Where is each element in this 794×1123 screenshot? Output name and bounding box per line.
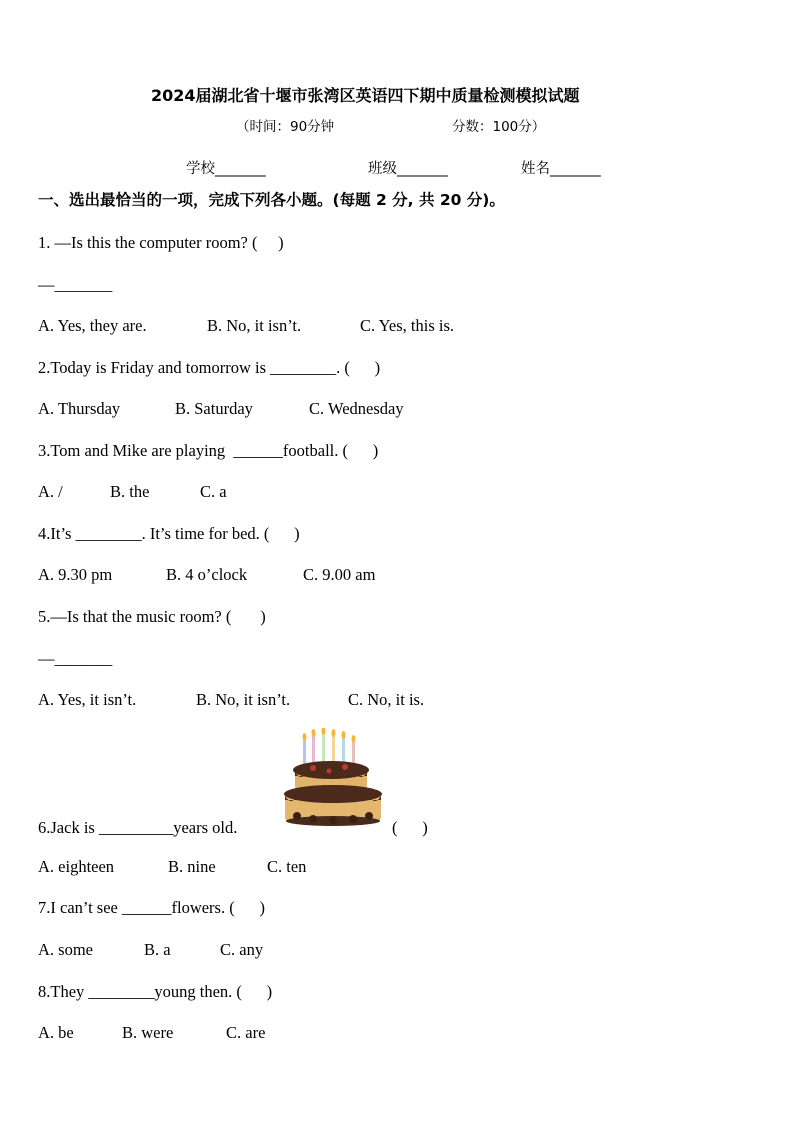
q4-option-a: A. 9.30 pm xyxy=(38,565,113,584)
q1-option-b: B. No, it isn’t. xyxy=(207,316,302,335)
question-6-paren: ( ) xyxy=(392,818,428,837)
question-8: 8.They ________young then. ( ) xyxy=(38,982,273,1001)
q4-option-c: C. 9.00 am xyxy=(303,565,376,584)
q5-option-a: A. Yes, it isn’t. xyxy=(38,690,137,709)
q3-option-c: C. a xyxy=(200,482,227,501)
answer-line-1: —_______ xyxy=(38,275,113,294)
question-7: 7.I can’t see ______flowers. ( ) xyxy=(38,898,265,917)
exam-time: （时间：90分钟 xyxy=(236,119,335,135)
question-1: 1. —Is this the computer room? ( ) xyxy=(38,233,284,252)
question-2: 2.Today is Friday and tomorrow is ________. ( ) xyxy=(38,358,381,377)
q7-option-a: A. some xyxy=(38,940,93,959)
answer-line-5: —_______ xyxy=(38,649,113,668)
q1-option-c: C. Yes, this is. xyxy=(360,316,454,335)
q3-option-a: A. / xyxy=(38,482,63,501)
question-3: 3.Tom and Mike are playing ______football. ( ) xyxy=(38,441,379,460)
q3-option-b: B. the xyxy=(110,482,150,501)
q2-option-b: B. Saturday xyxy=(175,399,253,418)
exam-score: 分数：100分） xyxy=(452,119,546,135)
class-field: 班级_______ xyxy=(368,161,448,177)
q2-option-c: C. Wednesday xyxy=(309,399,404,418)
birthday-cake-image xyxy=(283,728,383,828)
question-4: 4.It’s ________. It’s time for bed. ( ) xyxy=(38,524,300,543)
q6-option-b: B. nine xyxy=(168,857,216,876)
question-6: 6.Jack is _________years old. xyxy=(38,818,238,837)
page-title: 2024届湖北省十堰市张湾区英语四下期中质量检测模拟试题 xyxy=(151,86,580,105)
q2-option-a: A. Thursday xyxy=(38,399,121,418)
q8-option-c: C. are xyxy=(226,1023,266,1042)
q7-option-c: C. any xyxy=(220,940,264,959)
name-field: 姓名_______ xyxy=(521,161,601,177)
q8-option-b: B. were xyxy=(122,1023,174,1042)
question-5: 5.—Is that the music room? ( ) xyxy=(38,607,266,626)
q6-option-a: A. eighteen xyxy=(38,857,115,876)
q7-option-b: B. a xyxy=(144,940,171,959)
q8-option-a: A. be xyxy=(38,1023,74,1042)
q6-option-c: C. ten xyxy=(267,857,307,876)
q5-option-c: C. No, it is. xyxy=(348,690,425,709)
q4-option-b: B. 4 o’clock xyxy=(166,565,248,584)
school-field: 学校_______ xyxy=(186,161,266,177)
section-heading: 一、选出最恰当的一项，完成下列各小题。(每题 2 分, 共 20 分)。 xyxy=(38,191,505,209)
q1-option-a: A. Yes, they are. xyxy=(38,316,147,335)
q5-option-b: B. No, it isn’t. xyxy=(196,690,291,709)
